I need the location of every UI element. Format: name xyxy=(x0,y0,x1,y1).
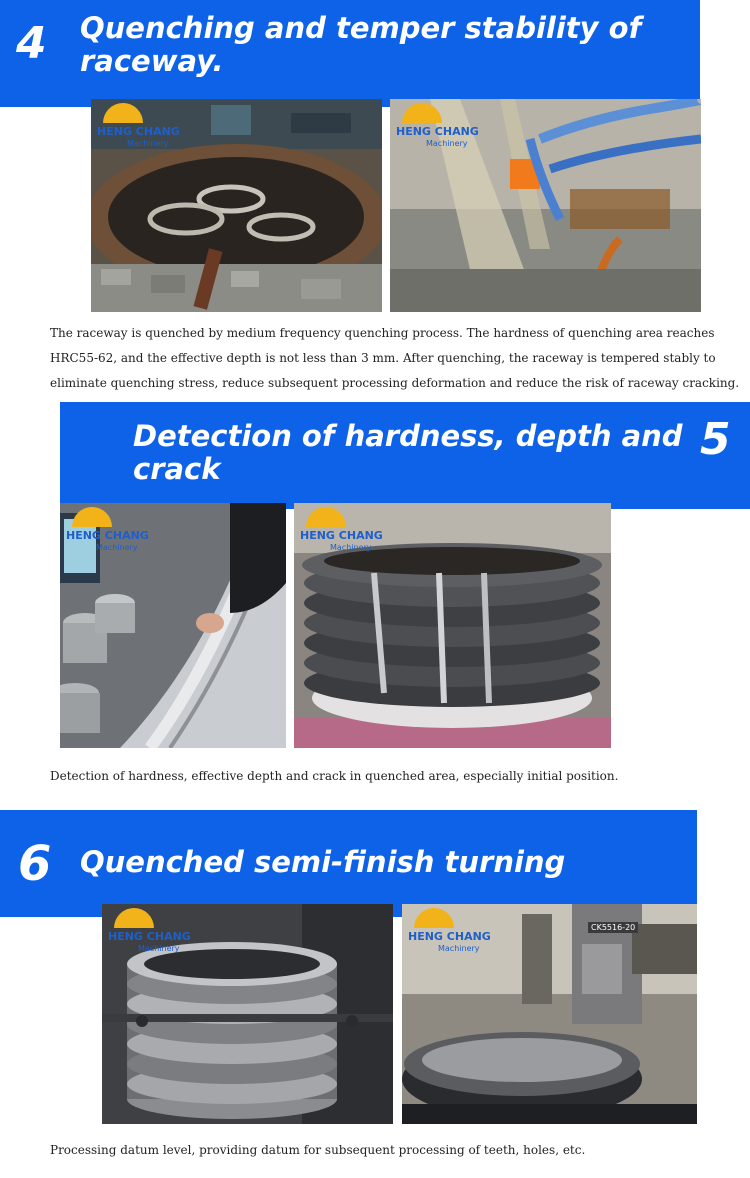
section-6-caption: Processing datum level, providing datum for subsequent processing of teeth, holes, etc. xyxy=(50,1143,586,1157)
brand-logo: HENG CHANG Machinery xyxy=(408,908,528,966)
brand-logo: HENG CHANG Machinery xyxy=(97,103,217,161)
hardness-test-photo xyxy=(60,503,286,748)
brand-logo: HENG CHANG Machinery xyxy=(396,103,516,161)
section-number: 4 xyxy=(16,18,47,69)
brand-logo: HENG CHANG Machinery xyxy=(66,507,186,565)
brand-logo: HENG CHANG Machinery xyxy=(300,507,420,565)
brand-logo: HENG CHANG Machinery xyxy=(108,908,228,966)
stacked-rings-photo xyxy=(294,503,611,748)
section-4-banner xyxy=(0,0,700,107)
section-number: 5 xyxy=(700,414,731,465)
quenching-pit-photo xyxy=(91,99,382,312)
vertical-lathe-photo xyxy=(402,904,697,1124)
section-5-banner xyxy=(60,402,750,509)
induction-quenching-photo xyxy=(390,99,701,312)
section-title: Quenched semi-finish turning xyxy=(80,845,566,879)
section-title: Quenching and temper stability of raceway. xyxy=(80,11,642,79)
machine-label: CK5516-20 xyxy=(588,922,638,933)
section-title: Detection of hardness, depth and crack xyxy=(133,419,683,487)
ring-bearing-photo xyxy=(102,904,393,1124)
section-5-caption: Detection of hardness, effective depth and crack in quenched area, especially initial position. xyxy=(50,769,619,783)
section-number: 6 xyxy=(18,836,52,892)
section-6-banner xyxy=(0,810,697,917)
section-4-caption: The raceway is quenched by medium frequency quenching process. The hardness of quenching area reaches HRC55-62, and the effective depth is not less than 3 mm. After quenching, the raceway is tempered stably to eliminate quenching stress, reduce subsequent processing deformation and reduce the risk of raceway cracking. xyxy=(50,326,740,390)
